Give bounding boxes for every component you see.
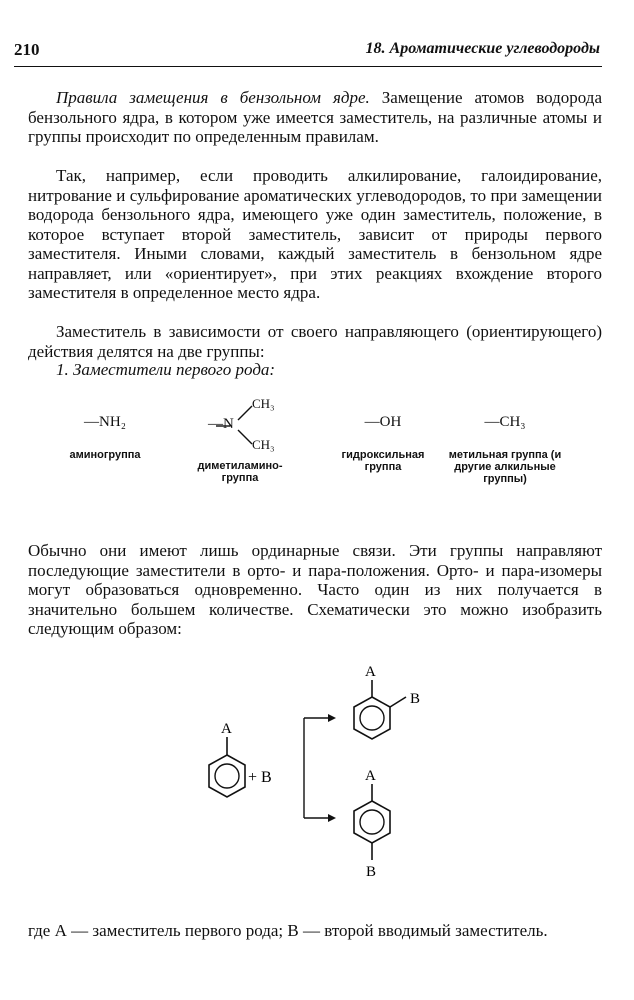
page-header: [14, 38, 602, 67]
methyl-top: CH₃: [252, 396, 275, 411]
substituent-amino: [60, 414, 150, 461]
subheading-text: 1. Заместители первого рода:: [56, 360, 276, 379]
substituent-hydroxyl: [328, 414, 438, 473]
running-title: 18. Ароматические углеводороды: [365, 40, 600, 57]
paragraph-orientation: [28, 166, 602, 303]
label-amino: аминогруппа: [69, 449, 141, 461]
substituent-dimethylamino: [180, 392, 300, 502]
paragraph-ortho-para: [28, 541, 602, 639]
methyl-bottom: CH₃: [252, 437, 275, 452]
substituent-methyl: [440, 414, 570, 485]
subheading-first-kind: [28, 360, 602, 380]
label-hydroxyl: гидроксильная группа: [341, 449, 425, 473]
paragraph-body: Заместитель в зависимости от своего направляющего (ориентирующего) действия делятся на две группы:: [28, 322, 602, 361]
formula-amino: —NH₂: [84, 414, 126, 430]
formula-hydroxyl: —OH: [364, 414, 402, 430]
paragraph-legend: [28, 921, 602, 941]
label-a-start: A: [221, 721, 232, 737]
paragraph-body: где А — заместитель первого рода; В — второй вводимый заместитель.: [28, 921, 548, 940]
reaction-arrows: [304, 714, 336, 822]
plus-b: + B: [248, 769, 272, 786]
ortho-product-ring: [354, 680, 406, 739]
label-dimethylamino: диметиламино-группа: [197, 460, 283, 484]
starting-benzene-ring: [209, 737, 245, 797]
label-a-para: A: [365, 768, 376, 784]
dimethylamino-structure: [180, 392, 300, 462]
page-number: 210: [14, 40, 40, 59]
paragraph-substitution-rules: [28, 88, 602, 147]
formula-methyl: —CH₃: [484, 414, 526, 430]
para-product-ring: [354, 784, 390, 860]
paragraph-body: Замещение атомов водорода бензольного ядра, в котором уже имеется заместитель, на различные атомы и группы происходит по определенным правилам.: [28, 88, 602, 146]
label-b-ortho: B: [410, 691, 421, 707]
paragraph-groups-intro: [28, 322, 602, 361]
formula-dimethylamino: —N: [208, 416, 234, 432]
paragraph-body: Обычно они имеют лишь ординарные связи. Эти группы направляют последующие заместители в орто- и пара-положения. Орто- и пара-изомеры могут образоваться одновременно. Часто один из них получается в значительно большем количестве. Схематически это можно изобразить следующим образом:: [28, 541, 602, 638]
substituent-groups: [60, 392, 620, 502]
label-methyl: метильная группа (и другие алкильные группы): [448, 449, 562, 485]
paragraph-body: Так, например, если проводить алкилирование, галоидирование, нитрование и сульфирование ароматических углеводородов, то при замещении водорода бензольного ядра, имеющего уже один заместитель, положение, в которое вступает второй заместитель, зависит от природы первого заместителя. Иными словами, каждый заместитель в бензольном ядре направляет, или «ориентирует», при этих реакциях вхождение второго заместителя в определенное место ядра.: [28, 166, 602, 302]
paragraph-lead-italic: Правила замещения в бензольном ядре.: [56, 88, 370, 107]
label-a-ortho: A: [365, 664, 376, 680]
label-b-para: B: [366, 864, 377, 880]
